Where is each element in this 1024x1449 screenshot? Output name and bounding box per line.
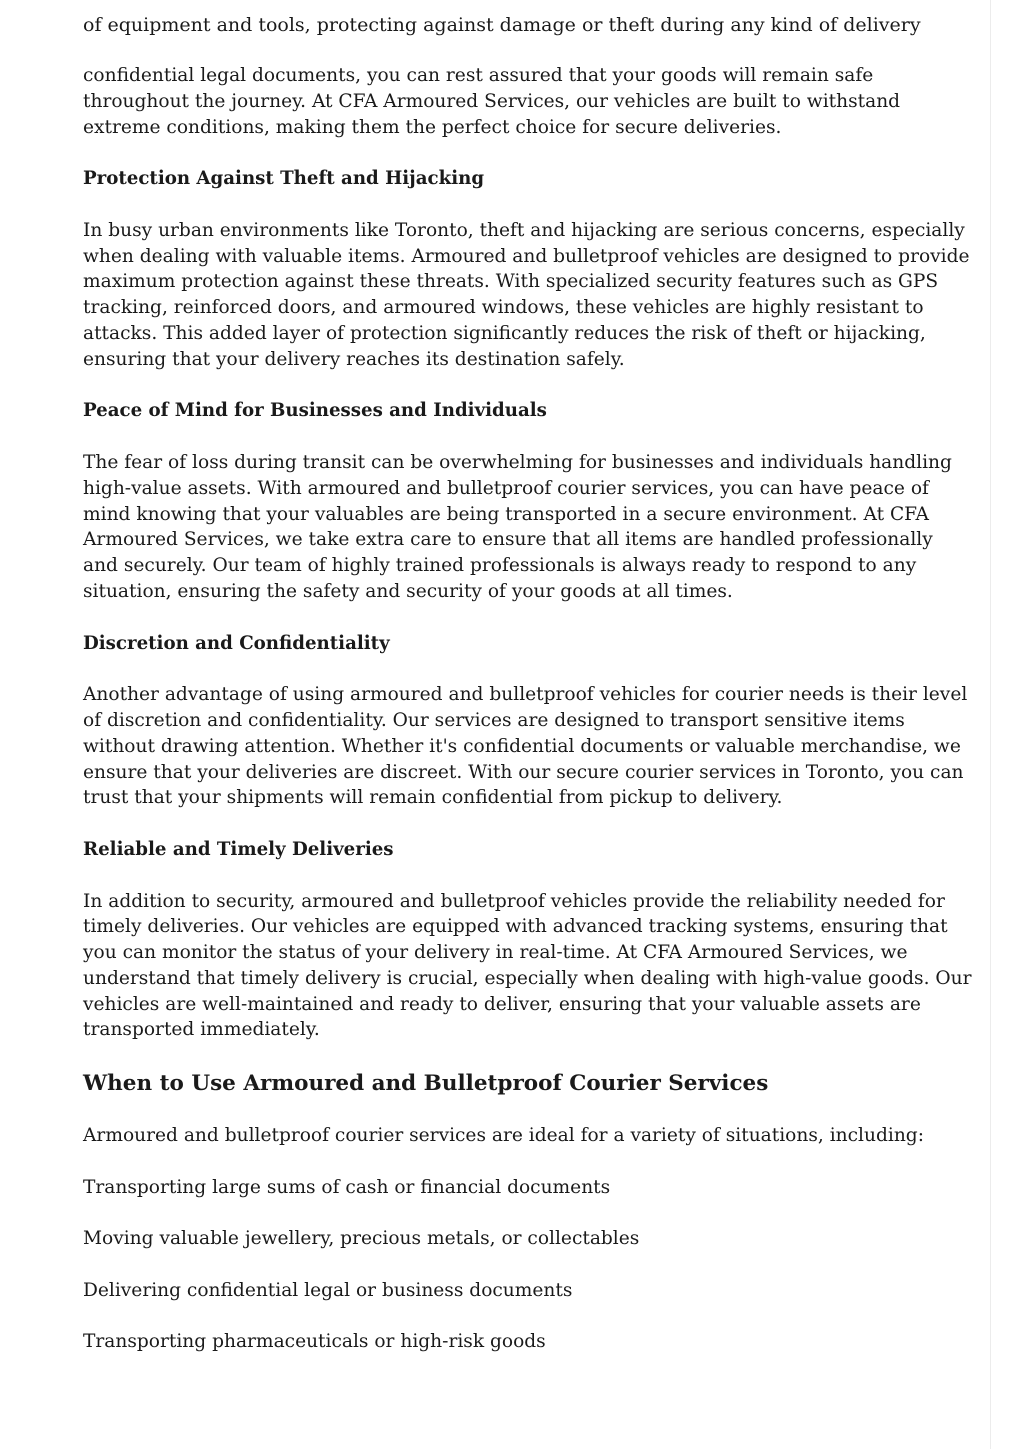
section-body-reliable: In addition to security, armoured and bulletproof vehicles provide the reliability needed for timely deliveries. Our vehicles are equipped with advanced tracking systems, ensuring that you can monitor the status of your delivery in real-time. At CFA Armoured Services, we understand that timely delivery is crucial, especially when dealing with high-value goods. Our vehicles are well-maintained and ready to deliver, ensuring that your valuable assets are transported immediately. bbox=[83, 890, 972, 1041]
usage-item: Delivering confidential legal or business documents bbox=[83, 1279, 573, 1301]
usage-intro: Armoured and bulletproof courier services are ideal for a variety of situations, including: bbox=[83, 1125, 924, 1147]
usage-item: Moving valuable jewellery, precious metals, or collectables bbox=[83, 1228, 640, 1250]
clipped-top-text: of equipment and tools, protecting against damage or theft during any kind of delivery bbox=[83, 14, 921, 36]
usage-item: Transporting large sums of cash or financial documents bbox=[83, 1176, 611, 1198]
usage-item: Transporting pharmaceuticals or high-risk goods bbox=[83, 1331, 546, 1353]
section-body-theft: In busy urban environments like Toronto, theft and hijacking are serious concerns, especially when dealing with valuable items. Armoured and bulletproof vehicles are designed to provide maximum protection against these threats. With specialized security features such as GPS tracking, reinforced doors, and armoured windows, these vehicles are highly resistant to attacks. This added layer of protection significantly reduces the risk of theft or hijacking, ensuring that your delivery reaches its destination safely. bbox=[83, 219, 970, 370]
section-heading-peace-of-mind: Peace of Mind for Businesses and Individuals bbox=[83, 400, 547, 422]
section-body-peace-of-mind: The fear of loss during transit can be overwhelming for businesses and individuals handling high-value assets. With armoured and bulletproof courier services, you can have peace of mind knowing that your valuables are being transported in a secure environment. At CFA Armoured Services, we take extra care to ensure that all items are handled professionally and securely. Our team of highly trained professionals is always ready to respond to any situation, ensuring the safety and security of your goods at all times. bbox=[83, 451, 952, 602]
section-heading-theft: Protection Against Theft and Hijacking bbox=[83, 168, 485, 190]
page-edge-divider bbox=[990, 0, 991, 1449]
clipped-top-line bbox=[83, 14, 963, 38]
section-body-discretion: Another advantage of using armoured and bulletproof vehicles for courier needs is their level of discretion and confidentiality. Our services are designed to transport sensitive items without drawing attention. Whether it's confidential documents or valuable merchandise, we ensure that your deliveries are discreet. With our secure courier services in Toronto, you can trust that your shipments will remain confidential from pickup to delivery. bbox=[83, 684, 968, 809]
intro-paragraph: confidential legal documents, you can rest assured that your goods will remain safe throughout the journey. At CFA Armoured Services, our vehicles are built to withstand extreme conditions, making them the perfect choice for secure deliveries. bbox=[83, 65, 901, 138]
section-heading-reliable: Reliable and Timely Deliveries bbox=[83, 838, 394, 860]
usage-heading: When to Use Armoured and Bulletproof Courier Services bbox=[83, 1071, 769, 1097]
section-heading-discretion: Discretion and Confidentiality bbox=[83, 632, 390, 654]
document-content bbox=[83, 63, 973, 1381]
